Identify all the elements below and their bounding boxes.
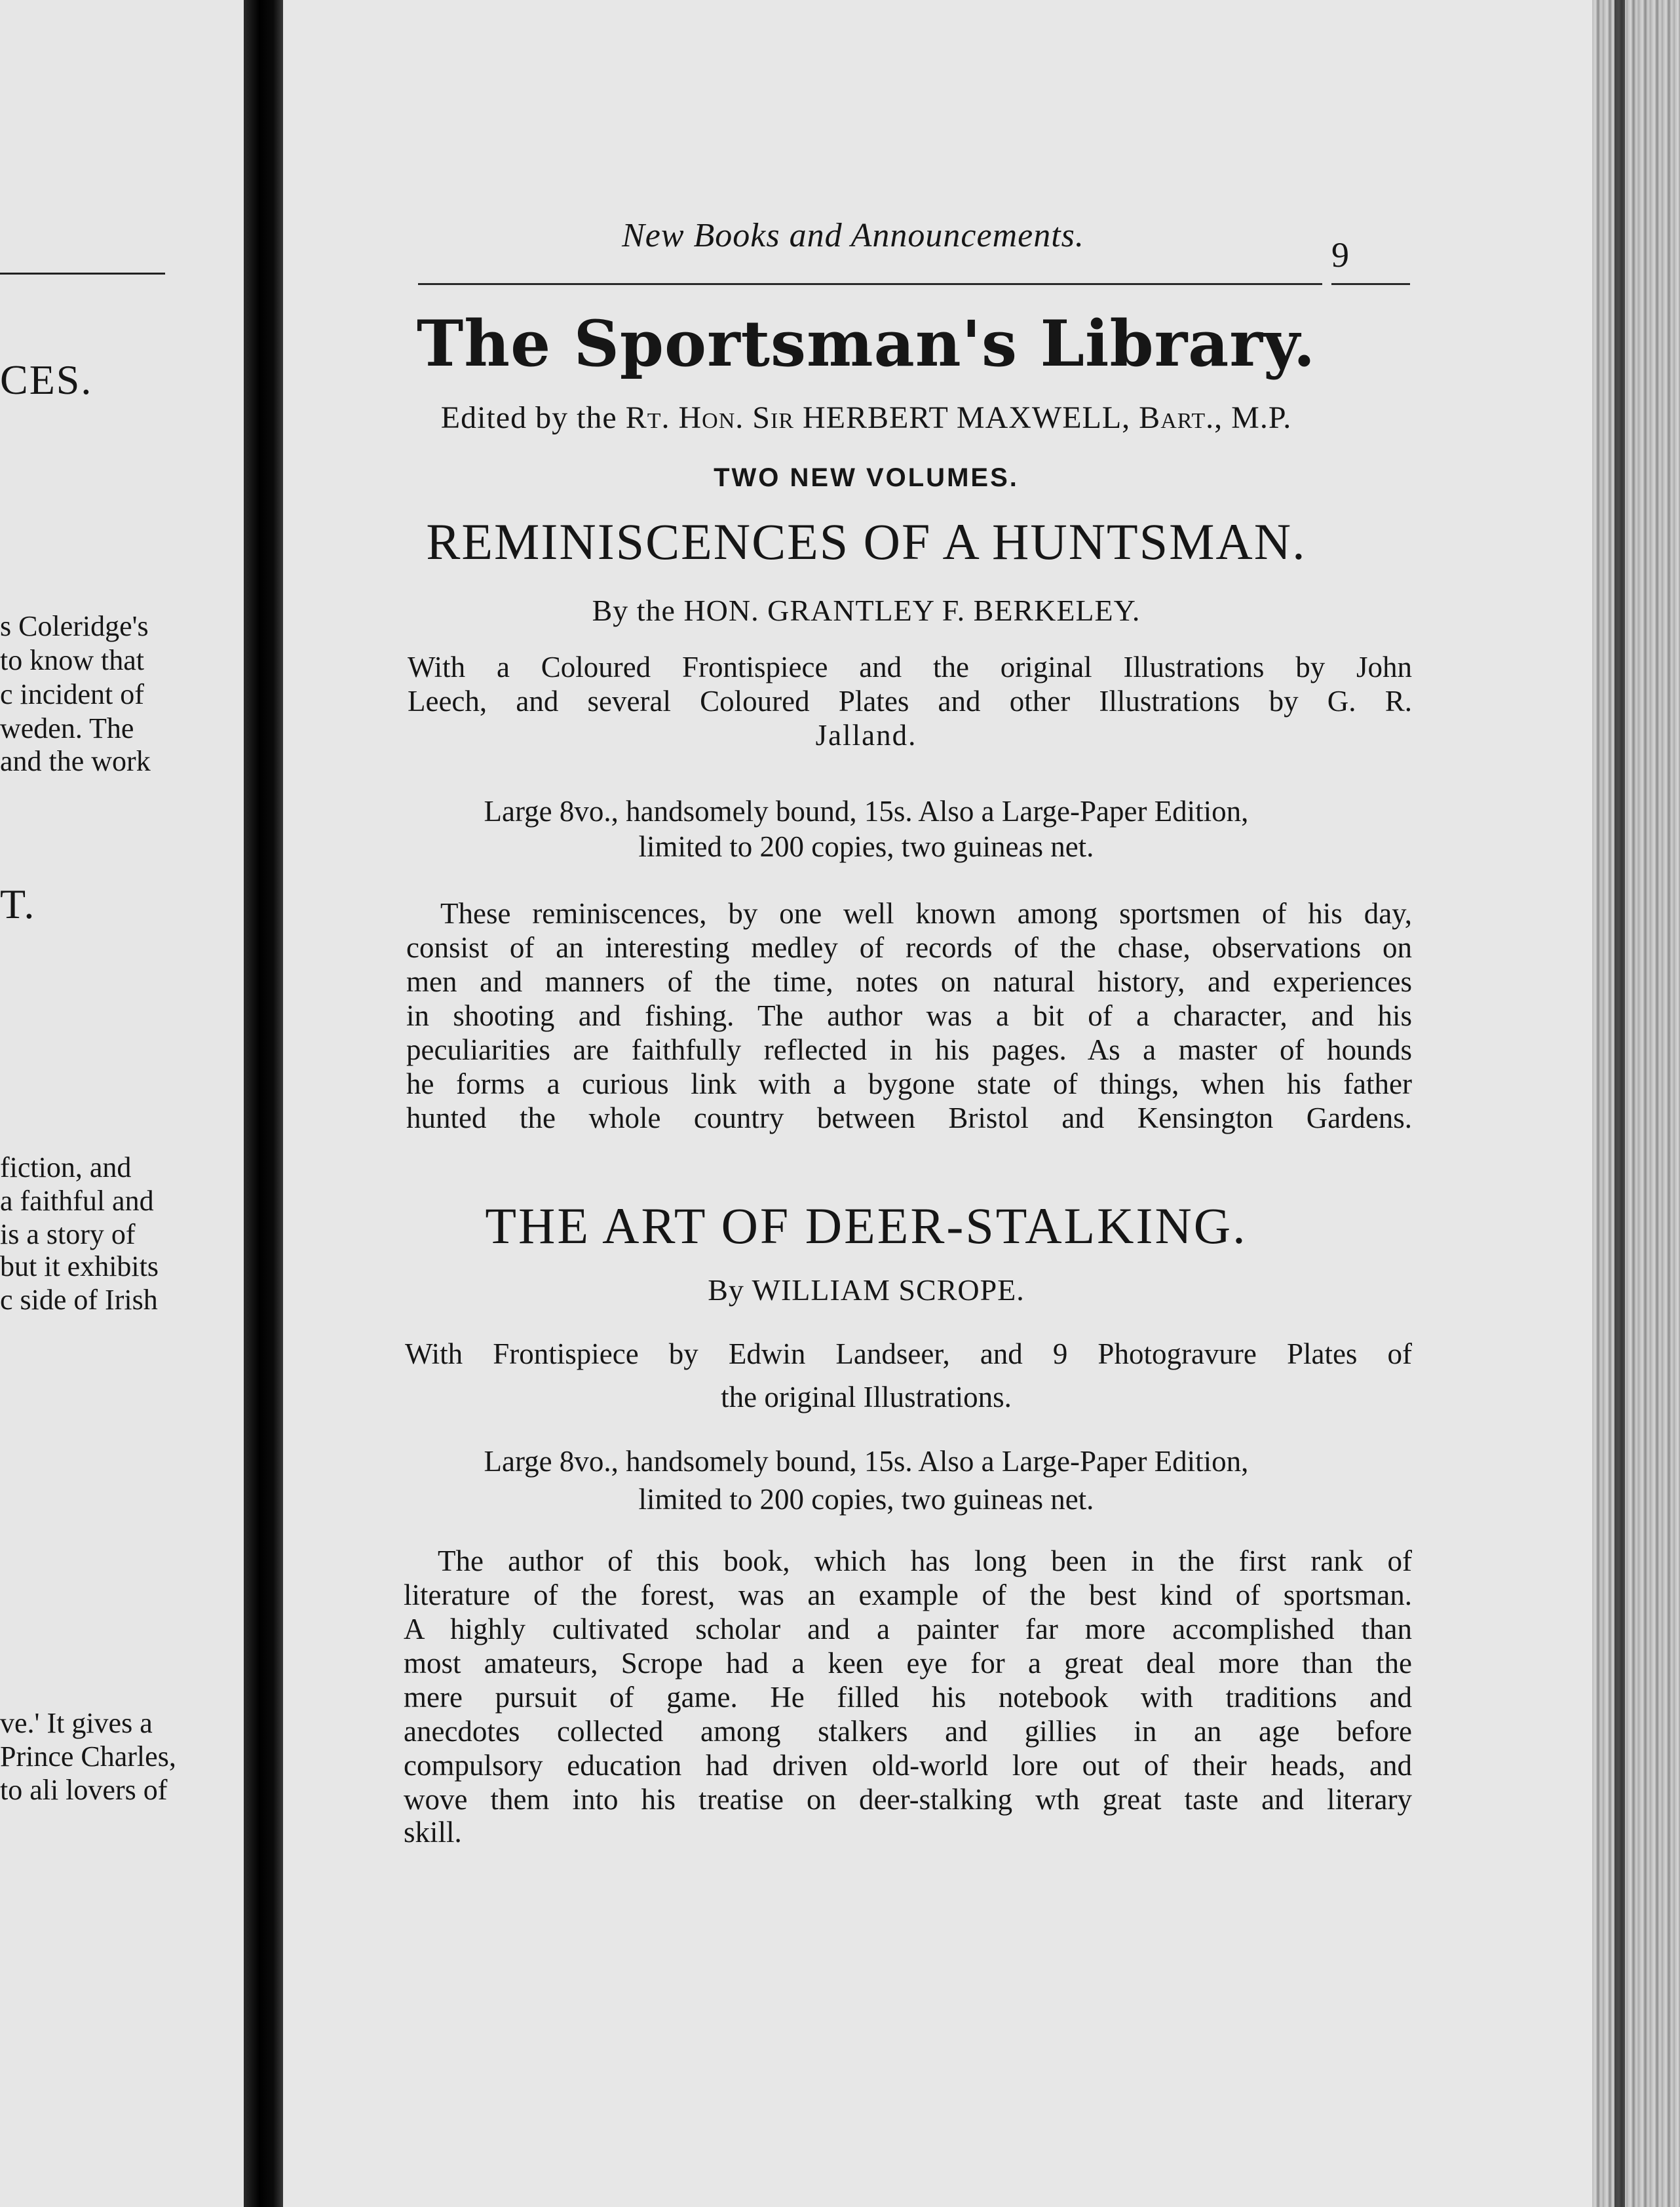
- volumes-label: TWO NEW VOLUMES.: [714, 463, 1019, 492]
- book-author: By WILLIAM SCROPE.: [708, 1273, 1025, 1307]
- left-fragment-heading: CES.: [0, 356, 93, 403]
- running-head: New Books and Announcements.: [622, 217, 1084, 254]
- left-fragment: ve.' It gives a: [0, 1707, 153, 1739]
- left-fragment: s Coleridge's: [0, 610, 149, 642]
- header-rule: [418, 283, 1322, 285]
- left-fragment: fiction, and: [0, 1151, 132, 1183]
- left-page-rule: [0, 273, 165, 275]
- book-illustrations-line: the original Illustrations.: [721, 1381, 1012, 1413]
- left-fragment: to know that: [0, 644, 144, 676]
- book-description-line: men and manners of the time, notes on natural history, and experiences: [406, 965, 1412, 998]
- left-facing-page: [0, 0, 244, 2207]
- left-fragment: but it exhibits: [0, 1250, 159, 1282]
- book-price: limited to 200 copies, two guineas net.: [638, 1483, 1094, 1516]
- page-edge-shadow: [1614, 0, 1625, 2207]
- editor-honorific: Rt. Hon. Sir: [625, 400, 794, 435]
- book-title: REMINISCENCES OF A HUNTSMAN.: [426, 513, 1307, 570]
- book-description-line: The author of this book, which has long been in the first rank of: [438, 1545, 1412, 1577]
- series-title: The Sportsman's Library.: [416, 307, 1316, 381]
- book-illustrations-line: With a Coloured Frontispiece and the original Illustrations by John: [408, 651, 1412, 683]
- book-description-line: literature of the forest, was an example of the best kind of sportsman.: [404, 1579, 1412, 1611]
- left-fragment: Prince Charles,: [0, 1740, 176, 1773]
- editor-end: M.P.: [1231, 400, 1292, 435]
- book-description-line: in shooting and fishing. The author was a bit of a character, and his: [406, 999, 1412, 1032]
- left-fragment: c incident of: [0, 678, 144, 710]
- book-description-line: skill.: [404, 1816, 462, 1849]
- book-description-line: consist of an interesting medley of records of the chase, observations on: [406, 931, 1412, 964]
- left-fragment: is a story of: [0, 1218, 136, 1250]
- book-description-line: compulsory education had driven old-world lore out of their heads, and: [404, 1749, 1412, 1782]
- left-fragment: a faithful and: [0, 1185, 154, 1217]
- book-description-line: most amateurs, Scrope had a keen eye for a great deal more than the: [404, 1647, 1412, 1679]
- page-edges: [1592, 0, 1680, 2207]
- book-description-line: hunted the whole country between Bristol and Kensington Gardens.: [406, 1102, 1412, 1134]
- book-description-line: wove them into his treatise on deer-stalking wth great taste and literary: [404, 1783, 1412, 1816]
- book-price: limited to 200 copies, two guineas net.: [638, 830, 1094, 863]
- book-description-line: peculiarities are faithfully reflected in his pages. As a master of hounds: [406, 1033, 1412, 1066]
- book-gutter: [244, 0, 283, 2207]
- book-illustrations-line: Leech, and several Coloured Plates and other Illustrations by G. R.: [408, 685, 1412, 718]
- book-illustrations-line: Jalland.: [815, 719, 917, 752]
- right-page: [283, 0, 1592, 2207]
- book-illustrations-line: With Frontispiece by Edwin Landseer, and 9 Photogravure Plates of: [405, 1337, 1412, 1370]
- page-number: 9: [1331, 235, 1349, 275]
- editor-name: HERBERT MAXWELL,: [802, 400, 1131, 435]
- book-description-line: he forms a curious link with a bygone state of things, when his father: [406, 1067, 1412, 1100]
- book-price: Large 8vo., handsomely bound, 15s. Also a Large-Paper Edition,: [484, 1445, 1249, 1478]
- left-fragment: c side of Irish: [0, 1284, 158, 1316]
- left-fragment: and the work: [0, 745, 151, 777]
- left-fragment: to ali lovers of: [0, 1774, 168, 1806]
- editor-suffix: Bart.,: [1139, 400, 1223, 435]
- left-fragment-heading: T.: [0, 881, 36, 927]
- book-description-line: mere pursuit of game. He filled his notebook with traditions and: [404, 1681, 1412, 1714]
- book-description-line: These reminiscences, by one well known among sportsmen of his day,: [440, 897, 1412, 930]
- editor-prefix: Edited by the: [440, 400, 617, 435]
- book-price: Large 8vo., handsomely bound, 15s. Also a Large-Paper Edition,: [484, 795, 1249, 828]
- left-fragment: weden. The: [0, 712, 134, 744]
- book-description-line: anecdotes collected among stalkers and gillies in an age before: [404, 1715, 1412, 1748]
- editor-line: [283, 400, 1449, 436]
- header-rule-short: [1331, 283, 1410, 285]
- book-title: THE ART OF DEER-STALKING.: [485, 1197, 1248, 1254]
- book-author: By the HON. GRANTLEY F. BERKELEY.: [592, 594, 1141, 627]
- book-description-line: A highly cultivated scholar and a painter far more accomplished than: [404, 1613, 1412, 1645]
